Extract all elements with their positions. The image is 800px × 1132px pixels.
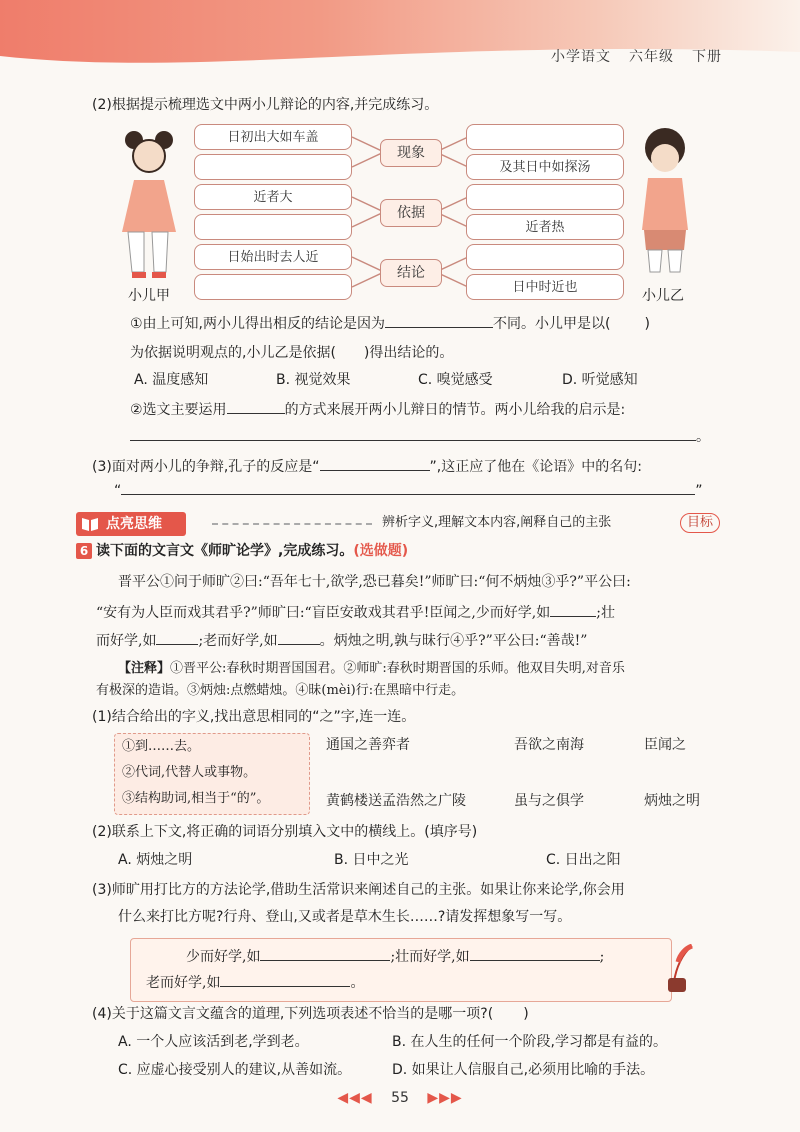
q2-sub1-text-a: ①由上可知,两小儿得出相反的结论是因为 [130, 316, 385, 332]
left-box-4[interactable] [194, 214, 352, 240]
next-arrows-icon: ▶▶▶ [427, 1090, 463, 1106]
q6-title [96, 541, 408, 561]
s2-option-c[interactable]: C. 日出之阳 [546, 852, 621, 868]
page-number: 55 [391, 1090, 409, 1106]
q2-sub2-line [130, 399, 625, 420]
phrase-2[interactable]: 吾欲之南海 [514, 737, 584, 753]
answer-blank[interactable] [156, 630, 198, 645]
answer-blank[interactable] [121, 480, 695, 495]
s3-fill-text-c: ; [599, 949, 605, 965]
q2-sub1-line1 [130, 313, 650, 334]
phrase-6[interactable]: 炳烛之明 [644, 793, 700, 809]
q2-sub2-text-b: 的方式来展开两小儿辩日的情节。两小儿给我的启示是: [284, 402, 626, 418]
s2-title: (2)联系上下文,将正确的词语分别填入文中的横线上。(填序号) [92, 824, 478, 840]
book-icon [80, 514, 100, 534]
q6-title-text: 读下面的文言文《师旷论学》,完成练习。 [96, 543, 354, 559]
passage-line-1: 晋平公①问于师旷②曰:“吾年七十,欲学,恐已暮矣!”师旷曰:“何不炳烛③乎?”平公曰: [118, 574, 631, 590]
s4-option-a[interactable]: A. 一个人应该活到老,学到老。 [118, 1034, 309, 1050]
s4-title [92, 1004, 529, 1024]
meaning-2[interactable]: ②代词,代替人或事物。 [122, 765, 257, 780]
right-box-4: 近者热 [466, 214, 624, 240]
q3-text-a: (3)面对两小儿的争辩,孔子的反应是“ [92, 459, 320, 475]
q2-option-b[interactable]: B. 视觉效果 [276, 372, 351, 388]
passage-text-2b: ;壮 [596, 605, 615, 621]
left-box-3: 近者大 [194, 184, 352, 210]
prev-arrows-icon: ◀◀◀ [337, 1090, 373, 1106]
goal-tag: 目标 [680, 513, 720, 533]
header-grade: 六年级 [629, 49, 674, 65]
left-box-6[interactable] [194, 274, 352, 300]
meaning-3[interactable]: ③结构助词,相当于“的”。 [122, 791, 270, 806]
s3-fill-text-e: 。 [350, 975, 365, 991]
phrase-4[interactable]: 黄鹤楼送孟浩然之广陵 [326, 793, 466, 809]
passage-text-2a: “安有为人臣而戏其君乎?”师旷曰:“盲臣安敢戏其君乎!臣闻之,少而好学,如 [96, 605, 551, 621]
left-box-5: 日始出时去人近 [194, 244, 352, 270]
kid-left-label: 小儿甲 [128, 288, 170, 304]
answer-blank[interactable] [278, 630, 320, 645]
header-title [533, 46, 722, 66]
right-box-3[interactable] [466, 184, 624, 210]
middle-label-conclusion: 结论 [380, 259, 442, 287]
s3-fill-text-b: ;壮而好学,如 [390, 949, 470, 965]
q2-sub2-text-a: ②选文主要运用 [130, 402, 227, 418]
q3-text-b: ”,这正应了他在《论语》中的名句: [429, 459, 642, 475]
q2-sub1-text-e: )得出结论的。 [363, 345, 454, 361]
phrase-1[interactable]: 通国之善弈者 [326, 737, 410, 753]
q2-sub2-period: 。 [696, 429, 710, 445]
left-box-1: 日初出大如车盖 [194, 124, 352, 150]
answer-blank[interactable] [260, 946, 390, 961]
middle-label-basis: 依据 [380, 199, 442, 227]
q2-title: (2)根据提示梳理选文中两小儿辩论的内容,并完成练习。 [92, 97, 439, 113]
q2-sub1-text-d: 为依据说明观点的,小儿乙是依据( [130, 345, 336, 361]
q2-sub1-line2 [130, 343, 453, 363]
q2-sub1-text-b: 不同。小儿甲是以( [493, 316, 611, 332]
q3-open-quote: “ [114, 483, 122, 499]
middle-label-phenomenon: 现象 [380, 139, 442, 167]
s4-option-c[interactable]: C. 应虚心接受别人的建议,从善如流。 [118, 1062, 352, 1078]
notes-line-2: 有极深的造诣。③炳烛:点燃蜡烛。④昧(mèi)行:在黑暗中行走。 [96, 683, 465, 698]
answer-blank[interactable] [227, 399, 285, 414]
answer-blank[interactable] [470, 946, 600, 961]
q6-tag: (选做题) [353, 543, 409, 559]
q2-sub2-answer-line [130, 426, 710, 447]
s4-title-paren: ) [523, 1006, 529, 1022]
page-footer [0, 1090, 800, 1106]
right-box-6: 日中时近也 [466, 274, 624, 300]
phrase-3[interactable]: 臣闻之 [644, 737, 686, 753]
q3-close-quote: ” [695, 483, 703, 499]
banner-dash [212, 523, 372, 525]
notes-line-1 [118, 659, 625, 679]
s2-option-a[interactable]: A. 炳烛之明 [118, 852, 193, 868]
answer-blank[interactable] [130, 426, 696, 441]
s3-fill-text-a: 少而好学,如 [186, 949, 261, 965]
answer-blank[interactable] [550, 602, 596, 617]
q2-option-d[interactable]: D. 听觉感知 [562, 372, 638, 388]
goal-text: 辨析字义,理解文本内容,阐释自己的主张 [382, 515, 612, 530]
answer-blank[interactable] [385, 313, 493, 328]
passage-line-2 [96, 602, 615, 623]
meaning-1[interactable]: ①到……去。 [122, 739, 201, 754]
s3-line-2: 什么来打比方呢?行舟、登山,又或者是草木生长……?请发挥想象写一写。 [118, 909, 572, 925]
header-subject: 小学语文 [551, 49, 611, 65]
q3-answer-line [114, 480, 703, 501]
s4-option-b[interactable]: B. 在人生的任何一个阶段,学习都是有益的。 [392, 1034, 667, 1050]
left-box-2[interactable] [194, 154, 352, 180]
quill-ink-icon [664, 944, 698, 994]
phrase-5[interactable]: 虽与之俱学 [514, 793, 584, 809]
q2-option-c[interactable]: C. 嗅觉感受 [418, 372, 493, 388]
s1-title: (1)结合给出的字义,找出意思相同的“之”字,连一连。 [92, 709, 416, 725]
right-box-2: 及其日中如探汤 [466, 154, 624, 180]
kid-right-label: 小儿乙 [642, 288, 684, 304]
header-volume: 下册 [692, 49, 722, 65]
kid-left-figure [114, 122, 184, 282]
right-box-5[interactable] [466, 244, 624, 270]
passage-text-3c: 。炳烛之明,孰与昧行④乎?”平公曰:“善哉!” [319, 633, 588, 649]
kid-right-figure [630, 122, 700, 282]
s2-option-b[interactable]: B. 日中之光 [334, 852, 409, 868]
q2-sub1-text-c: ) [644, 316, 650, 332]
s4-title-text: (4)关于这篇文言文蕴含的道理,下列选项表述不恰当的是哪一项?( [92, 1006, 494, 1022]
passage-text-3b: ;老而好学,如 [198, 633, 278, 649]
question-number: 6 [76, 543, 92, 559]
passage-text-3a: 而好学,如 [96, 633, 157, 649]
banner-label: 点亮思维 [106, 516, 162, 532]
notes-text-1: ①晋平公:春秋时期晋国国君。②师旷:春秋时期晋国的乐师。他双目失明,对音乐 [170, 661, 625, 676]
answer-blank[interactable] [220, 972, 350, 987]
s3-fill-line-1 [186, 946, 604, 967]
s3-line-1: (3)师旷用打比方的方法论学,借助生活常识来阐述自己的主张。如果让你来论学,你会用 [92, 882, 625, 898]
s4-option-d[interactable]: D. 如果让人信服自己,必须用比喻的手法。 [392, 1062, 655, 1078]
s3-fill-text-d: 老而好学,如 [146, 975, 221, 991]
notes-label: 【注释】 [118, 661, 171, 676]
q2-option-a[interactable]: A. 温度感知 [134, 372, 209, 388]
s3-fill-line-2 [146, 972, 364, 993]
answer-blank[interactable] [320, 456, 430, 471]
passage-line-3 [96, 630, 587, 651]
right-box-1[interactable] [466, 124, 624, 150]
q3-line [92, 456, 642, 477]
